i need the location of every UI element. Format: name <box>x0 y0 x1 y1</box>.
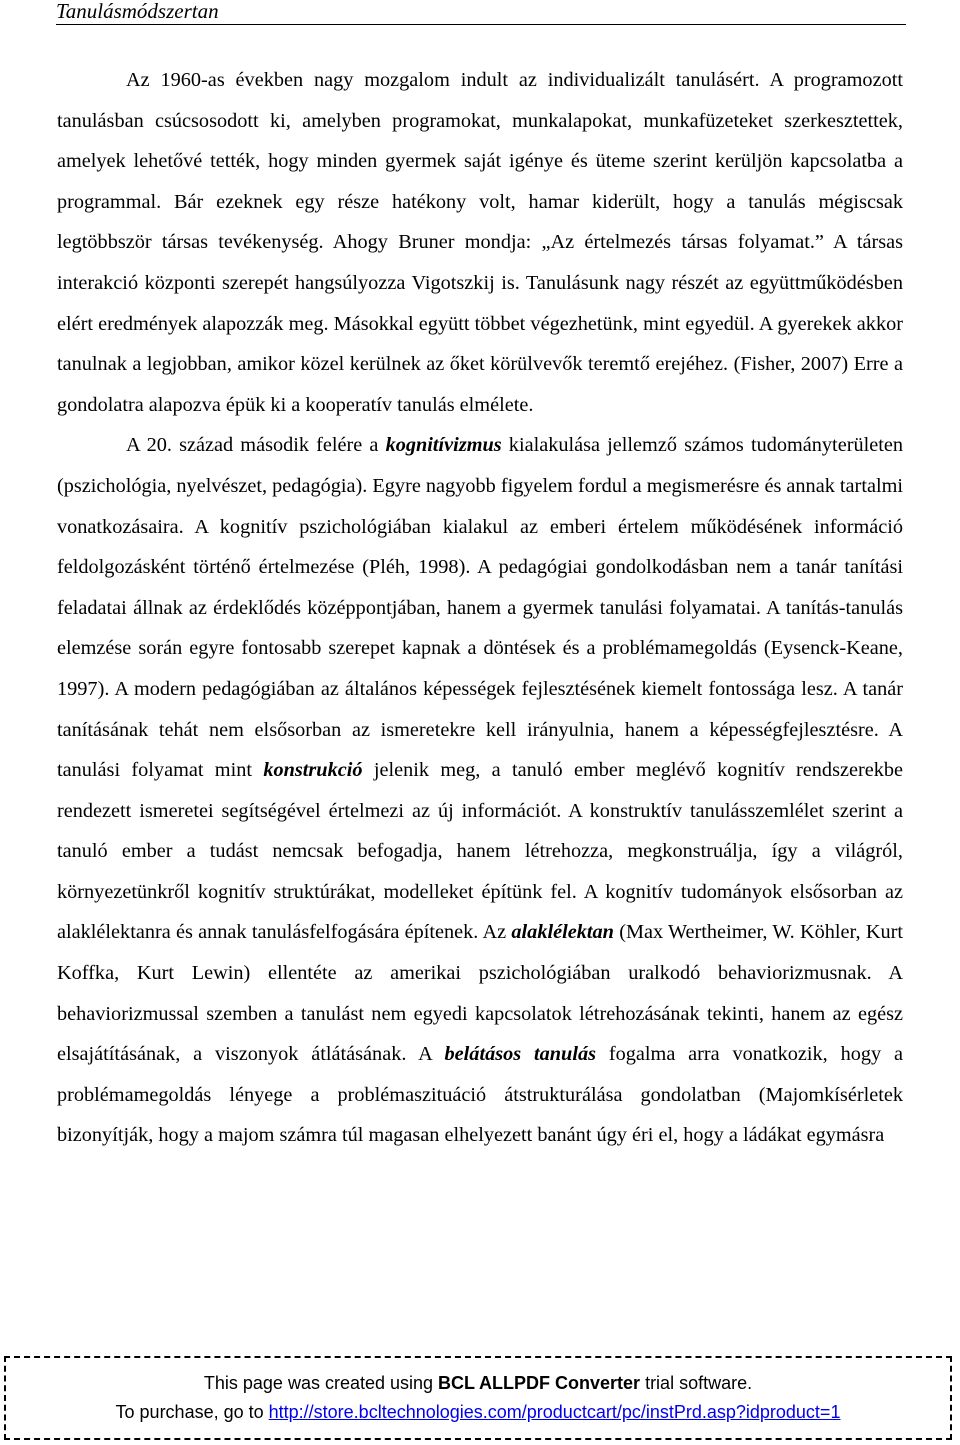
term-alaklelektan: alaklélektan <box>511 921 614 944</box>
running-header-title: Tanulásmódszertan <box>56 0 219 23</box>
term-konstrukcio: konstrukció <box>263 759 363 782</box>
paragraph-2-seg-2: kialakulása jellemző számos tudományterületen (pszichológia, nyelvészet, pedagógia). Egyre nagyobb figyelem fordul a megismerésre és annak tartalmi vonatkozásaira. A kognitív pszichológiában kialakul az emberi értelem működésének információ feldolgozásként történő értelmezése (Pléh, 1998). A pedagógiai gondolkodásban nem a tanár tanítási feladatai állnak az érdeklődés középpontjában, hanem a gyermek tanulási folyamatai. A tanítás-tanulás elemzése során egyre fontosabb szerepet kapnak a döntések és a problémamegoldás (Eysenck-Keane, 1997). A modern pedagógiában az általános képességek fejlesztésének kiemelt fontossága lesz. A tanár tanításának tehát nem elsősorban az ismeretekre kell irányulnia, hanem a képességfejlesztésre. A tanulási folyamat mint <box>57 434 904 782</box>
purchase-link[interactable]: http://store.bcltechnologies.com/productcart/pc/instPrd.asp?idproduct=1 <box>268 1402 841 1422</box>
trial-notice-line <box>6 1372 950 1394</box>
converter-name: BCL ALLPDF Converter <box>438 1373 641 1393</box>
paragraph-2-seg-4: (Max Wertheimer, W. Köhler, Kurt Koffka, Kurt Lewin) ellentéte az amerikai pszichológiában uralkodó behaviorizmusnak. A behaviorizmussal szemben a tanulást nem egyedi kapcsolatok létrehozásának tekinti, hanem az egész elsajátításának, a viszonyok átlátásának. A <box>57 921 903 1066</box>
purchase-prefix: To purchase, go to <box>115 1402 269 1422</box>
body-text <box>57 60 903 1156</box>
paragraph-2-seg-5: fogalma arra vonatkozik, hogy a problémamegoldás lényege a problémaszituáció átstrukturálása gondolatban (Majomkísérletek bizonyítják, hogy a majom számra túl magasan elhelyezett banánt úgy éri el, hogy a ládákat egymásra <box>57 1043 903 1147</box>
trial-notice-suffix: trial software. <box>640 1373 753 1393</box>
paragraph-2-seg-3: jelenik meg, a tanuló ember meglévő kognitív rendszerekbe rendezett ismeretei segítségével értelmezi az új információt. A konstruktív tanulásszemlélet szerint a tanuló ember a tudást nemcsak befogadja, hanem létrehozza, megkonstruálja, így a világról, környezetünkről kognitív struktúrákat, modelleket építünk fel. A kognitív tudományok elsősorban az alaklélektanra és annak tanulásfelfogására építenek. Az <box>57 759 904 944</box>
trial-notice-prefix: This page was created using <box>203 1373 439 1393</box>
term-belatasos-tanulas: belátásos tanulás <box>444 1043 597 1066</box>
term-kognitivizmus: kognitívizmus <box>385 434 502 457</box>
paragraph-2-seg-1: A 20. század második felére a <box>126 434 386 457</box>
page-header <box>56 0 906 25</box>
purchase-line <box>6 1401 950 1423</box>
paragraph-1: Az 1960-as években nagy mozgalom indult az individualizált tanulásért. A programozott tanulásban csúcsosodott ki, amelyben programokat, munkalapokat, munkafüzeteket szerkesztettek, amelyek lehetővé tették, hogy minden gyermek saját igénye és üteme szerint kerüljön kapcsolatba a programmal. Bár ezeknek egy része hatékony volt, hamar kiderült, hogy a tanulás mégiscsak legtöbbször társas tevékenység. Ahogy Bruner mondja: „Az értelmezés társas folyamat.” A társas interakció központi szerepét hangsúlyozza Vigotszkij is. Tanulásunk nagy részét az együttműködésben elért eredmények alapozzák meg. Másokkal együtt többet végezhetünk, mint egyedül. A gyerekek akkor tanulnak a legjobban, amikor közel kerülnek az őket körülvevők teremtő erejéhez. (Fisher, 2007) Erre a gondolatra alapozva épük ki a kooperatív tanulás elmélete. <box>57 69 903 416</box>
trial-watermark-box <box>4 1356 952 1440</box>
paragraph-2 <box>57 425 903 1156</box>
